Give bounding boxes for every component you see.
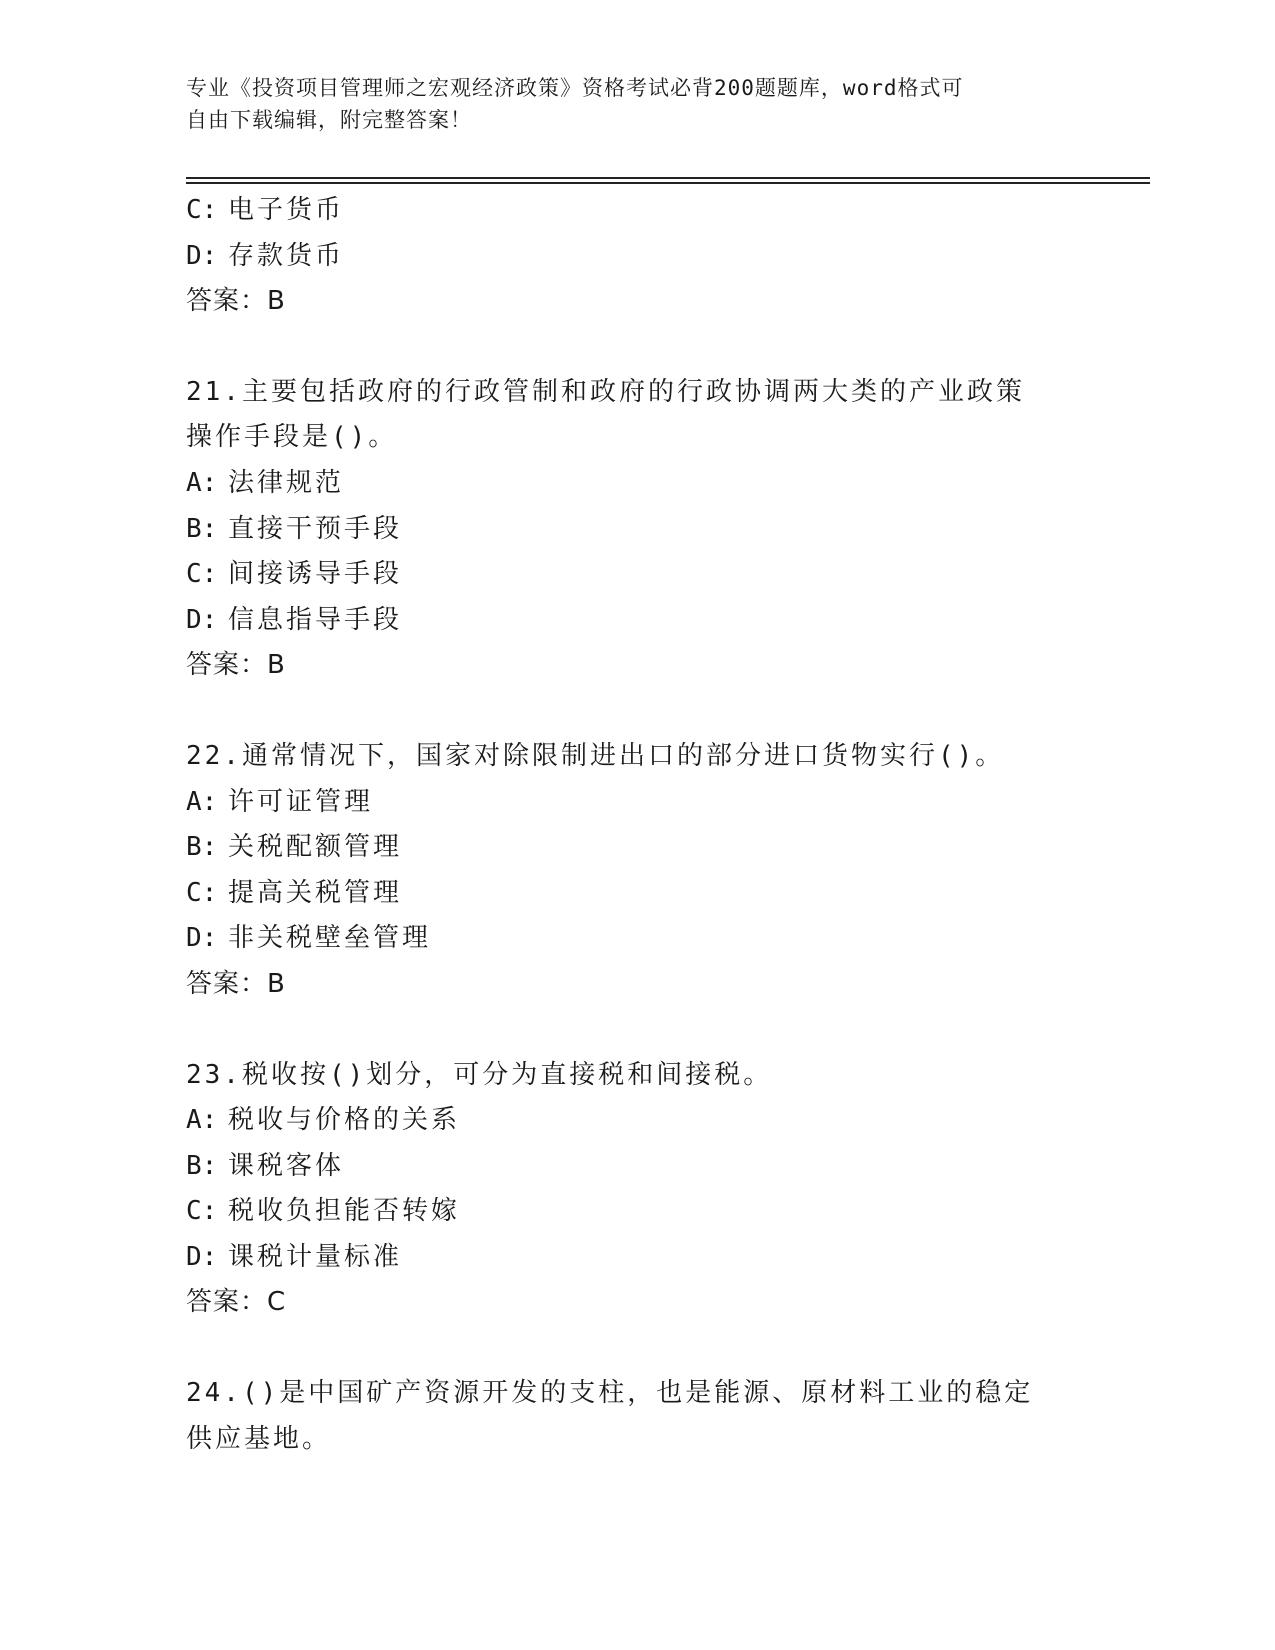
header-title-line-1: 专业《投资项目管理师之宏观经济政策》资格考试必背200题题库，word格式可 (186, 76, 964, 100)
option-text: 关税配额管理 (228, 832, 403, 863)
option-d (186, 1235, 1086, 1281)
spacer (186, 1326, 1086, 1371)
answer-line: 答案：C (186, 1287, 287, 1318)
option-key: C: (186, 195, 218, 225)
answer-line: 答案：B (186, 968, 286, 999)
option-text: 信息指导手段 (228, 604, 403, 635)
answer-line: 答案：B (186, 286, 286, 317)
question-stem: 21.主要包括政府的行政管制和政府的行政协调两大类的产业政策操作手段是()。 (186, 376, 1025, 453)
option-b (186, 825, 1086, 871)
spacer (186, 325, 1086, 370)
header-divider-top (186, 177, 1150, 179)
answer-line: 答案：B (186, 650, 286, 681)
option-key: C: (186, 559, 218, 590)
option-key: D: (186, 240, 218, 271)
option-a (186, 780, 1086, 826)
option-key: D: (186, 604, 218, 635)
question-23 (186, 1053, 1086, 1327)
option-text: 课税计量标准 (228, 1241, 403, 1272)
option-key: D: (186, 923, 218, 954)
option-text: 税收与价格的关系 (228, 1105, 461, 1136)
option-key: D: (186, 1241, 218, 1272)
question-list (186, 188, 1086, 1462)
header-divider-bottom (186, 182, 1150, 184)
option-b (186, 507, 1086, 553)
option-key: C: (186, 1196, 218, 1227)
question-stem: 22.通常情况下，国家对除限制进出口的部分进口货物实行()。 (186, 740, 1005, 771)
option-c (186, 552, 1086, 598)
option-text: 存款货币 (228, 240, 345, 271)
question-stem: 24.()是中国矿产资源开发的支柱，也是能源、原材料工业的稳定供应基地。 (186, 1378, 1034, 1454)
option-a (186, 461, 1086, 507)
option-text: 电子货币 (228, 195, 345, 225)
option-text: 间接诱导手段 (228, 559, 403, 590)
option-key: A: (186, 467, 218, 498)
option-text: 法律规范 (228, 467, 345, 498)
carryover-block (186, 188, 1086, 325)
option-a (186, 1098, 1086, 1144)
question-24 (186, 1371, 1086, 1462)
spacer (186, 689, 1086, 734)
option-c (186, 871, 1086, 917)
option-b (186, 1144, 1086, 1190)
option-text: 直接干预手段 (228, 513, 403, 544)
option-key: B: (186, 1150, 218, 1181)
option-text: 非关税壁垒管理 (228, 923, 432, 954)
option-text: 提高关税管理 (228, 877, 403, 908)
question-stem: 23.税收按()划分，可分为直接税和间接税。 (186, 1059, 773, 1090)
question-21 (186, 370, 1086, 689)
option-d (186, 598, 1086, 644)
spacer (186, 1008, 1086, 1053)
option-key: C: (186, 877, 218, 908)
option-key: B: (186, 832, 218, 863)
option-key: A: (186, 1105, 218, 1136)
option-text: 课税客体 (228, 1150, 345, 1181)
option-c (186, 1189, 1086, 1235)
option-d (186, 234, 1086, 280)
option-c (186, 188, 1086, 234)
option-key: A: (186, 786, 218, 817)
question-22 (186, 734, 1086, 1008)
option-d (186, 916, 1086, 962)
option-text: 税收负担能否转嫁 (228, 1196, 461, 1227)
option-key: B: (186, 513, 218, 544)
header-title-line-2: 自由下载编辑，附完整答案！ (186, 108, 472, 132)
option-text: 许可证管理 (228, 786, 374, 817)
document-header (186, 72, 1066, 136)
